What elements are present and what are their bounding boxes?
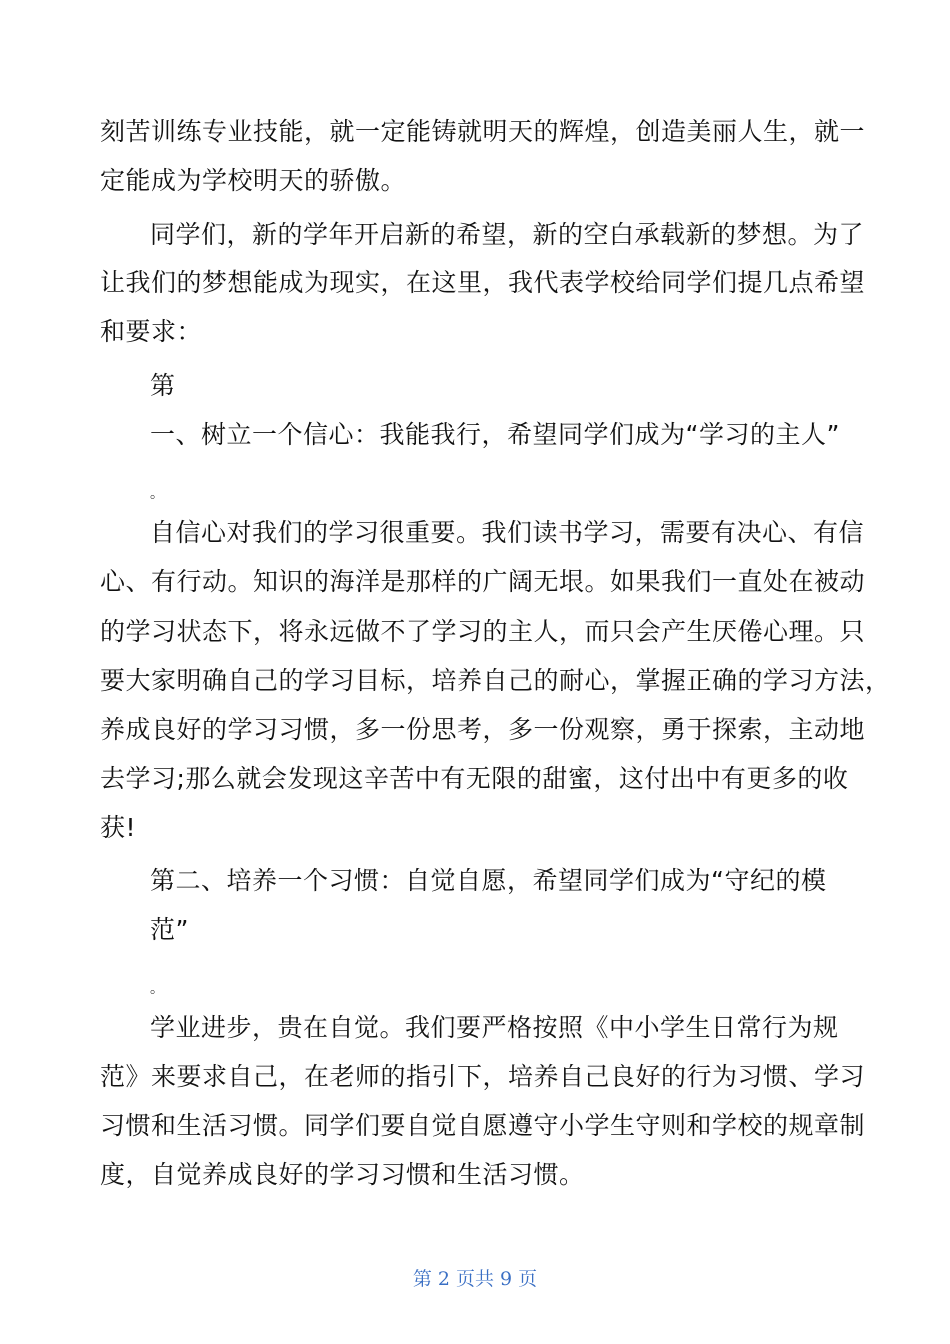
section-heading: 一、树立一个信心：我能我行，希望同学们成为“学习的主人” <box>150 420 840 449</box>
stray-period: 。 <box>150 486 164 502</box>
paragraph-line: 刻苦训练专业技能，就一定能铸就明天的辉煌，创造美丽人生，就一 <box>100 117 866 146</box>
paragraph-line: 获! <box>100 813 137 842</box>
paragraph-line: 度，自觉养成良好的学习习惯和生活习惯。 <box>100 1160 585 1189</box>
page-footer: 第 2 页共 9 页 <box>412 1268 538 1290</box>
paragraph-line: 和要求： <box>100 317 203 346</box>
section-marker: 第 <box>150 371 176 400</box>
paragraph-line: 去学习;那么就会发现这辛苦中有无限的甜蜜，这付出中有更多的收 <box>100 764 849 793</box>
paragraph-line: 习惯和生活习惯。同学们要自觉自愿遵守小学生守则和学校的规章制 <box>100 1111 866 1140</box>
paragraph-line: 学业进步，贵在自觉。我们要严格按照《中小学生日常行为规 <box>150 1013 839 1042</box>
paragraph-line: 心、有行动。知识的海洋是那样的广阔无垠。如果我们一直处在被动 <box>100 567 866 596</box>
paragraph-line: 养成良好的学习习惯，多一份思考，多一份观察，勇于探索，主动地 <box>100 715 866 744</box>
section-heading: 第二、培养一个习惯：自觉自愿，希望同学们成为“守纪的模 <box>150 866 827 895</box>
paragraph-line: 要大家明确自己的学习目标，培养自己的耐心，掌握正确的学习方法， <box>100 666 891 695</box>
paragraph-line: 范》来要求自己，在老师的指引下，培养自己良好的行为习惯、学习 <box>100 1062 866 1091</box>
paragraph-line: 同学们，新的学年开启新的希望，新的空白承载新的梦想。为了 <box>150 220 865 249</box>
paragraph-line: 自信心对我们的学习很重要。我们读书学习，需要有决心、有信 <box>150 518 865 547</box>
paragraph-line: 的学习状态下，将永远做不了学习的主人，而只会产生厌倦心理。只 <box>100 617 866 646</box>
paragraph-line: 定能成为学校明天的骄傲。 <box>100 166 407 195</box>
paragraph-line: 让我们的梦想能成为现实，在这里，我代表学校给同学们提几点希望 <box>100 268 866 297</box>
stray-period: 。 <box>150 981 164 997</box>
section-heading-continued: 范” <box>150 915 189 944</box>
